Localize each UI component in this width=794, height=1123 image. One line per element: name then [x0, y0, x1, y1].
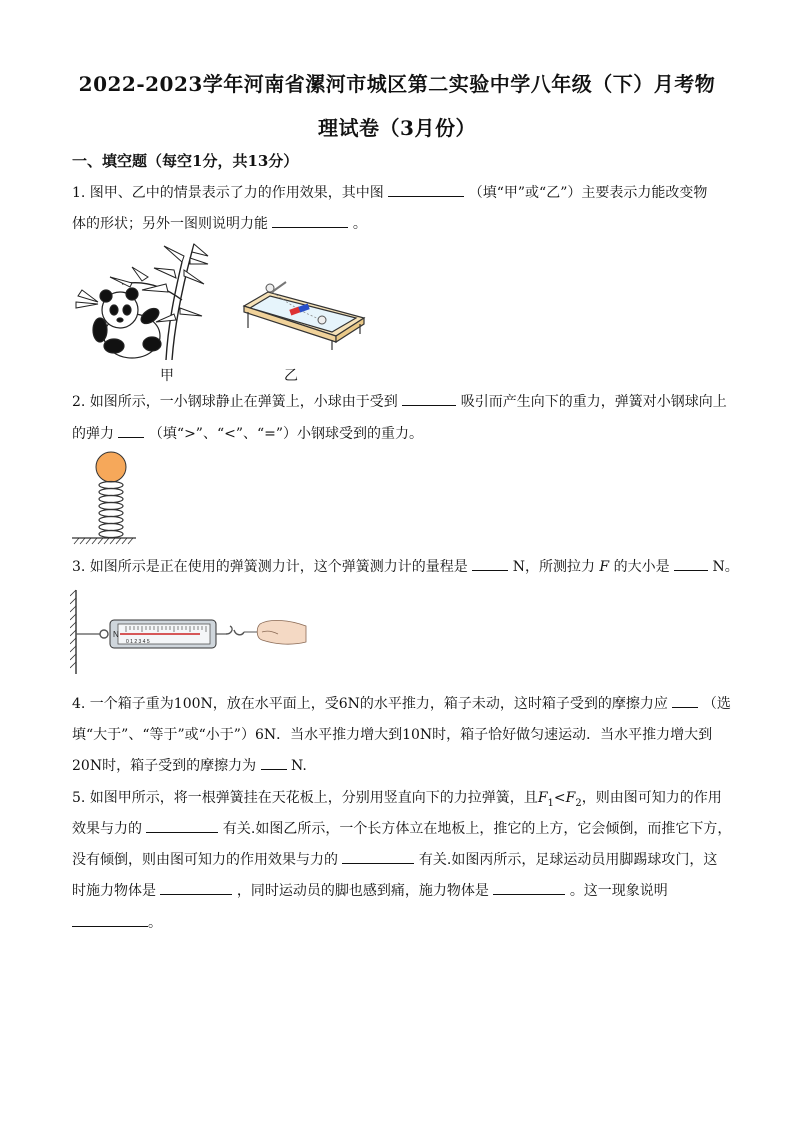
q5-text: ，则由图可知力的作用	[581, 790, 722, 806]
force-symbol: F	[599, 559, 610, 575]
q2-text: 吸引而产生向下的重力，弹簧对小钢球向上	[460, 394, 727, 410]
q3-blank-1[interactable]	[472, 556, 508, 571]
subscript-2: 2	[575, 797, 582, 809]
q1-line-2	[72, 213, 367, 233]
caption-yi: 乙	[284, 368, 298, 384]
scale-unit-label: N	[113, 630, 119, 639]
q5-blank-2[interactable]	[342, 849, 414, 864]
figure-panda-bamboo	[72, 240, 212, 362]
caption-jia: 甲	[160, 368, 174, 384]
figure-magnet-tray	[240, 278, 366, 352]
title-line-2: 理试卷（3月份）	[318, 116, 476, 140]
q1-blank-1[interactable]	[388, 182, 464, 197]
q4-text: N.	[290, 758, 307, 774]
q5-text: ，同时运动员的脚也感到痛，施力物体是	[236, 883, 489, 899]
q5-line-4	[72, 880, 668, 900]
q5-line-5	[72, 912, 162, 932]
q5-line-1	[72, 787, 722, 809]
section-header: 一、填空题（每空1分，共13分）	[72, 152, 299, 170]
q1-text: 1. 图甲、乙中的情景表示了力的作用效果，其中图	[72, 185, 384, 201]
q1-line-1	[72, 182, 707, 202]
q5-line-2	[72, 818, 731, 838]
q2-line-1	[72, 391, 727, 411]
q4-line-2: 填“大于”、“等于”或“小于”）6N．当水平推力增大到10N时，箱子恰好做匀速运动．当水平推力增大到	[72, 727, 713, 743]
q5-text: 。	[148, 915, 162, 931]
scale-numbers: 0 1 2 3 4 5	[126, 639, 150, 645]
q4-text: 20N时，箱子受到的摩擦力为	[72, 758, 257, 774]
q5-text: 效果与力的	[72, 821, 142, 837]
q2-text: 2. 如图所示，一小钢球静止在弹簧上，小球由于受到	[72, 394, 398, 410]
less-than-sign: <	[553, 790, 566, 806]
subscript-1: 1	[547, 797, 554, 809]
q5-text: 有关.如图丙所示，足球运动员用脚踢球攻门，这	[418, 852, 718, 868]
q4-blank-2[interactable]	[261, 755, 287, 770]
q3-text: N，所测拉力	[512, 559, 595, 575]
force-symbol-f2: F	[565, 790, 576, 806]
q5-blank-5[interactable]	[72, 912, 148, 927]
q5-blank-4[interactable]	[493, 880, 565, 895]
q5-text: 时施力物体是	[72, 883, 156, 899]
q3-line-1	[72, 556, 739, 576]
q1-text: 体的形状；另外一图则说明力能	[72, 216, 268, 232]
q5-text: 有关.如图乙所示，一个长方体立在地板上，推它的上方，它会倾倒，而推它下方，	[222, 821, 732, 837]
q1-text: （填“甲”或“乙”）主要表示力能改变物	[468, 185, 708, 201]
q2-text: （填“>”、“<”、“=”）小钢球受到的重力。	[148, 426, 424, 442]
q4-line-1	[72, 693, 731, 713]
q2-text: 的弹力	[72, 426, 114, 442]
figure-ball-on-spring	[70, 450, 138, 546]
q3-text: N。	[712, 559, 739, 575]
q4-blank-1[interactable]	[672, 693, 698, 708]
q5-blank-1[interactable]	[146, 818, 218, 833]
q5-line-3	[72, 849, 717, 869]
q2-blank-1[interactable]	[402, 391, 456, 406]
q4-text: （选	[702, 696, 731, 712]
q3-text: 3. 如图所示是正在使用的弹簧测力计，这个弹簧测力计的量程是	[72, 559, 468, 575]
q2-blank-2[interactable]	[118, 423, 144, 438]
q5-blank-3[interactable]	[160, 880, 232, 895]
q4-text: 4. 一个箱子重为100N，放在水平面上，受6N的水平推力，箱子未动，这时箱子受到的摩擦力应	[72, 696, 668, 712]
q3-blank-2[interactable]	[674, 556, 708, 571]
q5-text: 5. 如图甲所示，将一根弹簧挂在天花板上，分别用竖直向下的力拉弹簧，且	[72, 790, 538, 806]
q2-line-2	[72, 423, 423, 443]
q5-text: 。这一现象说明	[569, 883, 668, 899]
title-line-1: 2022-2023学年河南省漯河市城区第二实验中学八年级（下）月考物	[78, 72, 716, 96]
figure-spring-scale	[70, 588, 310, 676]
force-symbol-f1: F	[537, 790, 548, 806]
q3-text: 的大小是	[613, 559, 670, 575]
q1-blank-2[interactable]	[272, 213, 348, 228]
q5-text: 没有倾倒，则由图可知力的作用效果与力的	[72, 852, 338, 868]
q1-text: 。	[352, 216, 367, 232]
q4-line-3	[72, 755, 307, 775]
